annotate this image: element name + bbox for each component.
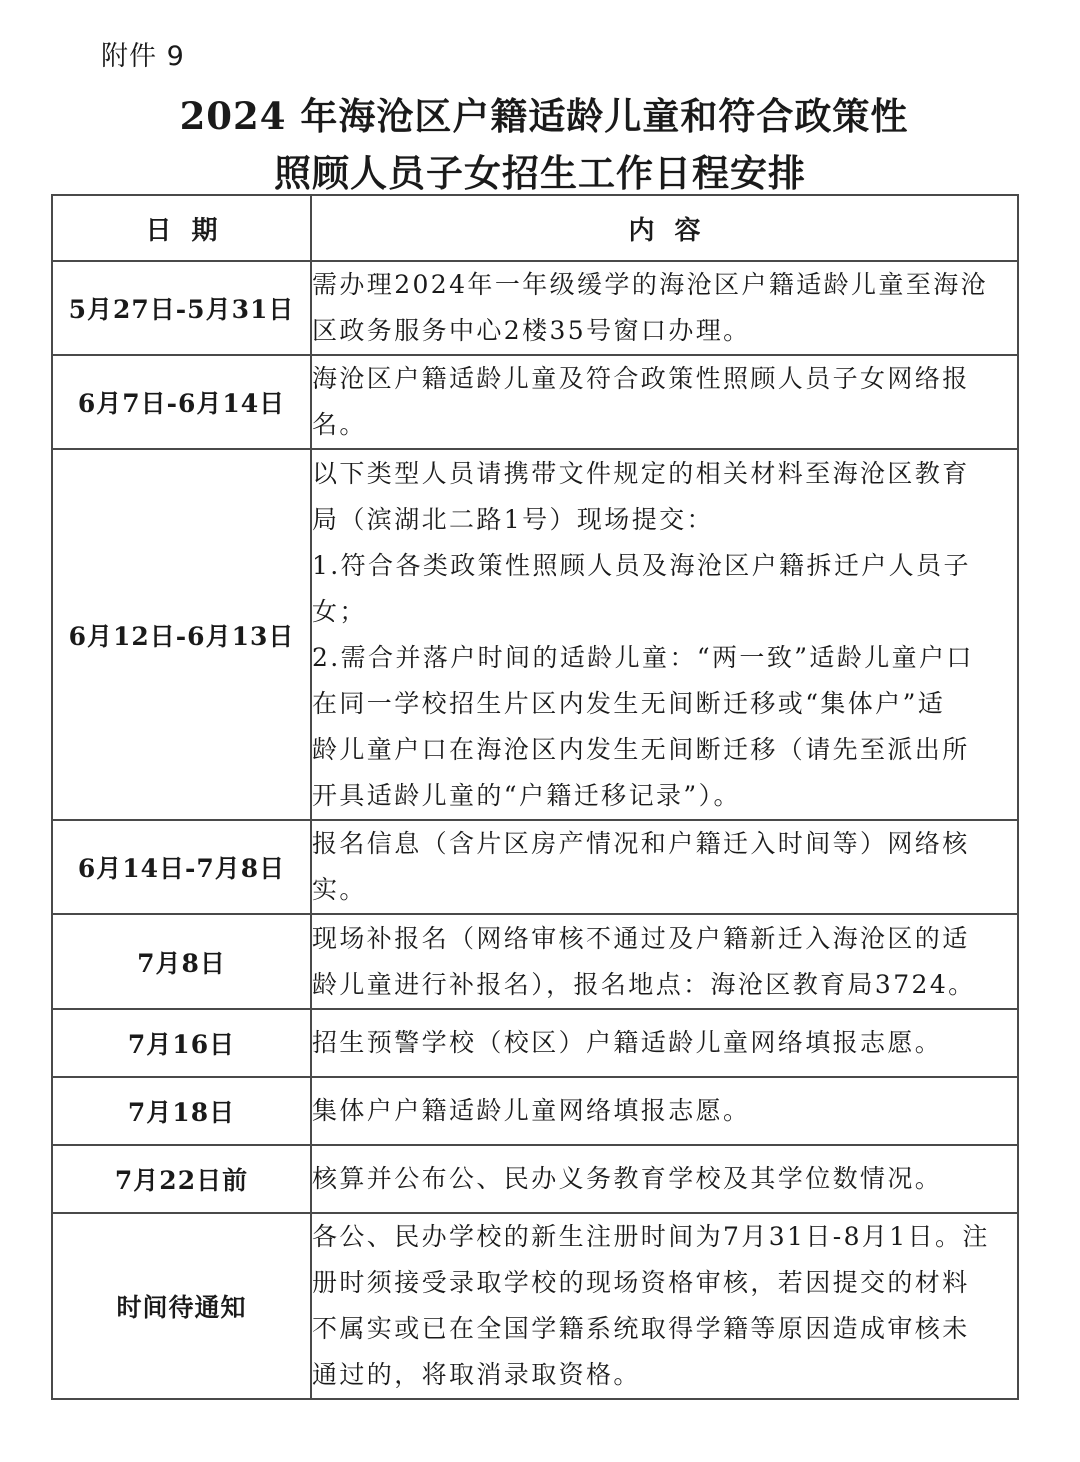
content-line: 1.符合各类政策性照顾人员及海沧区户籍拆迁户人员子: [312, 550, 971, 580]
content-line: 报名信息（含片区房产情况和户籍迁入时间等）网络核: [312, 829, 970, 858]
content-line: 现场补报名（网络审核不通过及户籍新迁入海沧区的适: [312, 923, 970, 953]
row-date: 6月14日-7月8日: [52, 820, 311, 914]
table-row: [52, 1077, 1018, 1145]
content-line: 招生预警学校（校区）户籍适龄儿童网络填报志愿。: [312, 1028, 943, 1057]
table-row: [52, 1145, 1018, 1213]
document-title-line-2: 照顾人员子女招生工作日程安排: [274, 151, 806, 195]
table-row: [52, 449, 1018, 820]
table-row: [52, 261, 1018, 355]
content-line: 开具适龄儿童的“户籍迁移记录”）。: [312, 780, 741, 810]
content-line: 实。: [312, 875, 367, 904]
date-column-header: 日期: [52, 195, 311, 261]
schedule-table: [51, 194, 1019, 1400]
table-row: [52, 1213, 1018, 1399]
content-line: 女；: [312, 596, 367, 626]
content-column-header: 内容: [311, 195, 1018, 261]
row-content: [311, 1145, 1018, 1213]
attachment-label: 附件 9: [101, 41, 185, 72]
row-content: [311, 1009, 1018, 1077]
content-line: 各公、民办学校的新生注册时间为7月31日-8月1日。注: [312, 1222, 990, 1251]
content-line: 龄儿童进行补报名），报名地点：海沧区教育局3724。: [312, 969, 976, 999]
content-line: 2.需合并落户时间的适龄儿童：“两一致”适龄儿童户口: [312, 642, 974, 672]
table-row: [52, 1009, 1018, 1077]
content-line: 名。: [312, 410, 367, 439]
content-line: 海沧区户籍适龄儿童及符合政策性照顾人员子女网络报: [312, 364, 970, 393]
row-content: [311, 1213, 1018, 1399]
row-date: 7月8日: [52, 914, 311, 1009]
row-date: 7月22日前: [52, 1145, 311, 1213]
content-line: 局（滨湖北二路1号）现场提交：: [312, 504, 714, 534]
row-content: [311, 355, 1018, 449]
table-row: [52, 355, 1018, 449]
content-line: 册时须接受录取学校的现场资格审核，若因提交的材料: [312, 1268, 970, 1297]
content-line: 不属实或已在全国学籍系统取得学籍等原因造成审核未: [312, 1314, 970, 1343]
row-date: 时间待通知: [52, 1213, 311, 1399]
table-row: [52, 914, 1018, 1009]
content-line: 以下类型人员请携带文件规定的相关材料至海沧区教育: [312, 458, 970, 488]
content-line: 核算并公布公、民办义务教育学校及其学位数情况。: [312, 1164, 943, 1193]
row-content: [311, 1077, 1018, 1145]
content-line: 集体户户籍适龄儿童网络填报志愿。: [312, 1096, 751, 1125]
content-line: 通过的，将取消录取资格。: [312, 1360, 641, 1389]
content-line: 区政务服务中心2楼35号窗口办理。: [312, 316, 751, 345]
table-row: [52, 820, 1018, 914]
row-date: 6月12日-6月13日: [52, 449, 311, 820]
document-title-line-1: 2024 年海沧区户籍适龄儿童和符合政策性: [179, 94, 909, 138]
row-date: 7月16日: [52, 1009, 311, 1077]
row-content: [311, 820, 1018, 914]
row-content: [311, 449, 1018, 820]
content-line: 龄儿童户口在海沧区内发生无间断迁移（请先至派出所: [312, 734, 970, 764]
row-content: [311, 261, 1018, 355]
table-header-row: [52, 195, 1018, 261]
row-date: 6月7日-6月14日: [52, 355, 311, 449]
row-content: [311, 914, 1018, 1009]
content-line: 需办理2024年一年级缓学的海沧区户籍适龄儿童至海沧: [312, 270, 989, 299]
row-date: 5月27日-5月31日: [52, 261, 311, 355]
row-date: 7月18日: [52, 1077, 311, 1145]
content-line: 在同一学校招生片区内发生无间断迁移或“集体户”适: [312, 688, 946, 718]
